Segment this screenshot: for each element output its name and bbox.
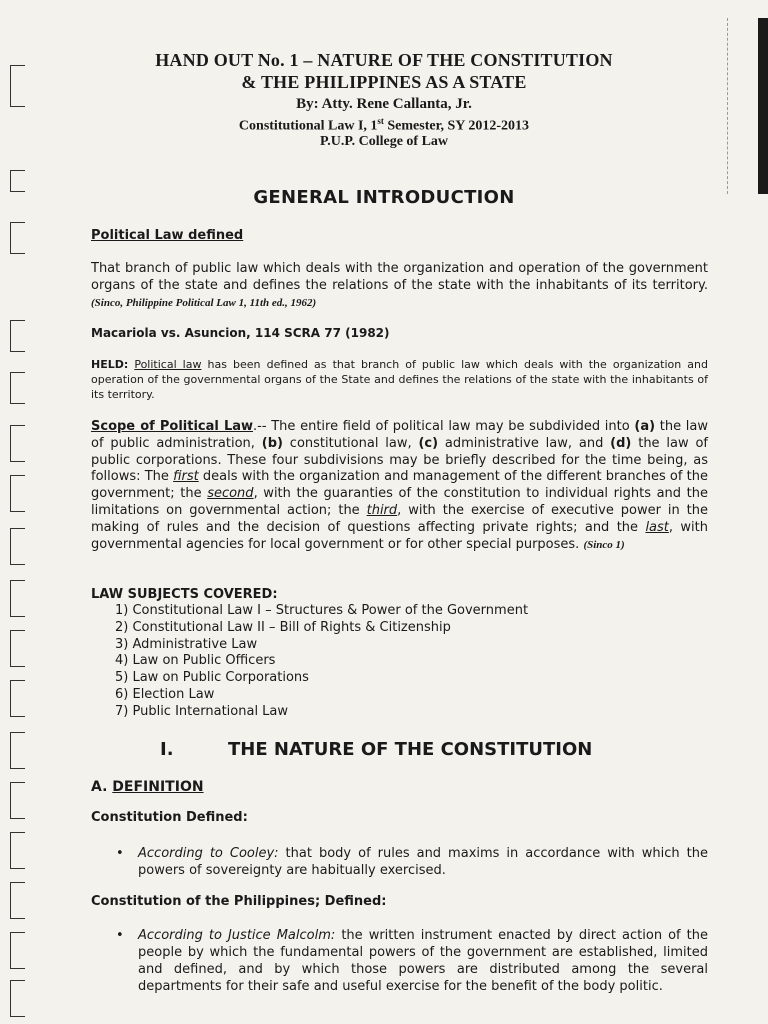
author: By: Atty. Rene Callanta, Jr. xyxy=(296,96,472,112)
subsection-definition: A. DEFINITION xyxy=(91,779,204,795)
section-title-nature-of-constitution: THE NATURE OF THE CONSTITUTION xyxy=(228,739,593,760)
political-law-definition: That branch of public law which deals with the organization and operation of the government organs of the state and defines the relations of the state with the inhabitants of its territory. (Sinco, Philippine Political Law 1, 11th ed., 1962) xyxy=(91,261,708,309)
constitution-defined-heading: Constitution Defined: xyxy=(91,810,248,825)
school: P.U.P. College of Law xyxy=(319,134,449,149)
bullet-icon: • xyxy=(116,846,124,861)
law-subjects-list xyxy=(115,603,528,721)
case-title: Macariola vs. Asuncion, 114 SCRA 77 (1982) xyxy=(91,326,390,340)
malcolm-definition: • According to Justice Malcolm: the written instrument enacted by direct action of the people by which the fundamental powers of the government are established, limited and defined, and by which those powers are distributed among the several departments for their safe and useful exercise for the benefit of the body politic. xyxy=(116,928,708,994)
held-paragraph: HELD: Political law has been defined as that branch of public law which deals with the organization and operation of the governmental organs of the State and defines the relations of the state with the inhabitants of its territory. xyxy=(91,358,709,401)
course-info: Constitutional Law I, 1st Semester, SY 2012-2013 xyxy=(238,116,530,134)
list-item: 1) Constitutional Law I – Structures & Power of the Government xyxy=(115,603,529,618)
philippine-constitution-defined-heading: Constitution of the Philippines; Defined: xyxy=(91,894,387,909)
list-item: 4) Law on Public Officers xyxy=(115,653,276,669)
list-item: 2) Constitutional Law II – Bill of Rights & Citizenship xyxy=(115,619,451,635)
list-item: 5) Law on Public Corporations xyxy=(115,670,309,686)
list-item: 3) Administrative Law xyxy=(115,636,258,652)
list-item: 6) Election Law xyxy=(115,686,215,702)
political-law-heading: Political Law defined xyxy=(91,228,244,243)
section-title-general-introduction: GENERAL INTRODUCTION xyxy=(253,187,515,208)
cooley-definition: • According to Cooley: that body of rules and maxims in accordance with which the powers of sovereignty are habitually exercised. xyxy=(116,846,708,878)
scope-paragraph: Scope of Political Law.-- The entire field of political law may be subdivided into (a) the law of public administration, (b) constitutional law, (c) administrative law, and (d) the law of public corporations. These four subdivisions may be briefly described for the time being, as follows: The first deals with the organization and management of the different branches of the government; the second, with the guaranties of the constitution to individual rights and the limitations on governmental action; the third, with the exercise of executive power in the making of rules and the decision of questions affecting private rights; and the last, with governmental agencies for local government or for other special purposes. (Sinco 1) xyxy=(91,419,708,552)
handout-title-line2: & THE PHILIPPINES AS A STATE xyxy=(241,72,527,92)
list-item: 7) Public International Law xyxy=(115,703,289,719)
bullet-icon: • xyxy=(116,928,124,943)
section-numeral: I. xyxy=(160,739,174,760)
handout-title-line1: HAND OUT No. 1 – NATURE OF THE CONSTITUTION xyxy=(155,50,613,70)
law-subjects-heading: LAW SUBJECTS COVERED: xyxy=(91,587,278,602)
